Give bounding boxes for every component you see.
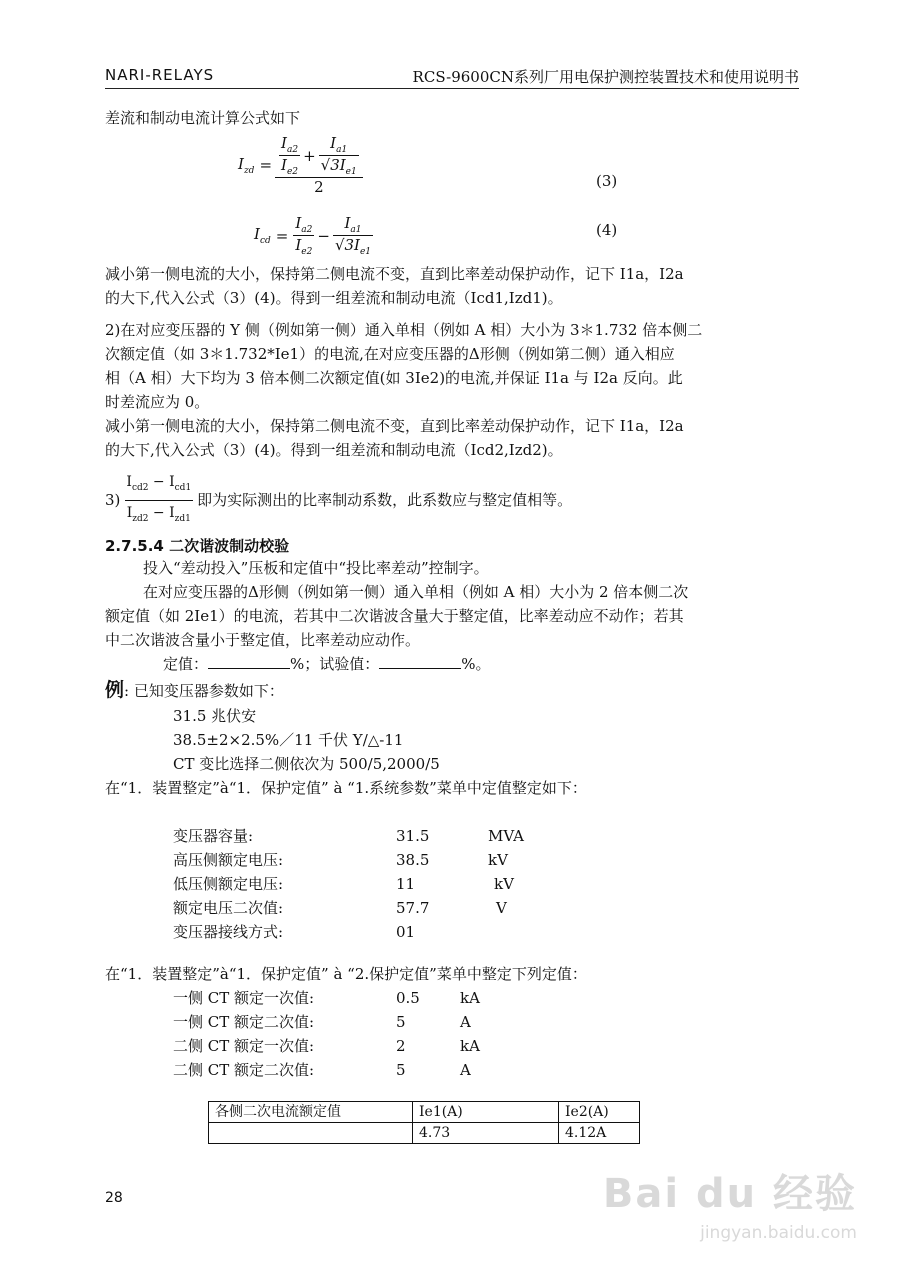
paragraph-line: 中二次谐波含量小于整定值，比率差动应动作。 xyxy=(105,631,421,649)
equation-number-4: (4) xyxy=(596,221,618,239)
param-unit: MVA xyxy=(488,827,525,845)
param-value: 57.7 xyxy=(396,899,430,917)
equation-number-3: (3) xyxy=(596,172,618,190)
ratio-fraction: $\frac{I_{cd2} - I_{cd1}}{I_{zd2} - I_{zd1}}$ xyxy=(124,470,193,531)
setting-blank xyxy=(208,654,290,669)
param-name: 变压器接线方式: xyxy=(173,923,284,941)
param-name: 二侧 CT 额定二次值: xyxy=(173,1061,315,1079)
param-unit: kA xyxy=(460,1037,480,1055)
param-value: 01 xyxy=(396,923,416,941)
param-value: 0.5 xyxy=(396,989,420,1007)
param-name: 高压侧额定电压: xyxy=(173,851,284,869)
paragraph-line: 相（A 相）大下均为 3 倍本侧二次额定值(如 3Ie2)的电流,并保证 I1a 与 I2a 反向。此 xyxy=(105,369,683,387)
table-header-cell: 各侧二次电流额定值 xyxy=(209,1102,413,1123)
param-unit: kA xyxy=(460,989,480,1007)
paragraph-line: 减小第一侧电流的大小，保持第二侧电流不变，直到比率差动保护动作，记下 I1a，I2a xyxy=(105,265,684,283)
param-value: 31.5 xyxy=(396,827,430,845)
paragraph-line: 时差流应为 0。 xyxy=(105,393,210,411)
param-name: 二侧 CT 额定一次值: xyxy=(173,1037,315,1055)
transformer-param: 38.5±2×2.5%／11 千伏 Y/△-11 xyxy=(173,731,404,749)
test-value-blank xyxy=(379,654,461,669)
param-unit: kV xyxy=(494,875,514,893)
paragraph-line: 减小第一侧电流的大小，保持第二侧电流不变，直到比率差动保护动作，记下 I1a，I2a xyxy=(105,417,684,435)
param-value: 5 xyxy=(396,1061,406,1079)
ratio-coefficient-line xyxy=(105,470,572,531)
baidu-watermark xyxy=(603,1162,857,1243)
param-name: 一侧 CT 额定二次值: xyxy=(173,1013,315,1031)
menu-path-system: 在“1．装置整定”à“1．保护定值” à “1.系统参数”菜单中定值整定如下： xyxy=(105,779,587,797)
formula-intro: 差流和制动电流计算公式如下 xyxy=(105,109,301,127)
example-intro: 例: 已知变压器参数如下： xyxy=(105,679,284,701)
formula-4-lhs: $I_{cd}$ xyxy=(254,225,271,246)
watermark-logo-text: Bai du 经验 xyxy=(602,1171,857,1217)
param-value: 38.5 xyxy=(396,851,430,869)
transformer-param: CT 变比选择二侧依次为 500/5,2000/5 xyxy=(173,755,440,773)
table-cell xyxy=(209,1123,413,1144)
param-unit: V xyxy=(496,899,507,917)
formula-4: $I_{cd}$ = $\frac{I_{a2}}{I_{e2}}$ − $\frac{I_{a1}}{√3I_{e1}}$ xyxy=(254,214,372,257)
table-row xyxy=(209,1102,640,1123)
paragraph-line: 2)在对应变压器的 Y 侧（例如第一侧）通入单相（例如 A 相）大小为 3＊1.732 倍本侧二 xyxy=(105,321,703,339)
table-header-cell: Ie2(A) xyxy=(559,1102,640,1123)
item-prefix: 3) xyxy=(105,491,121,510)
table-cell: 4.12A xyxy=(559,1123,640,1144)
paragraph-line: 的大下,代入公式（3）(4)。得到一组差流和制动电流（Icd1,Izd1)。 xyxy=(105,289,563,307)
paragraph-line: 次额定值（如 3＊1.732*Ie1）的电流,在对应变压器的Δ形侧（例如第二侧）通入相应 xyxy=(105,345,675,363)
param-value: 11 xyxy=(396,875,416,893)
document-title: RCS-9600CN系列厂用电保护测控装置技术和使用说明书 xyxy=(412,68,799,86)
brand-name: NARI-RELAYS xyxy=(105,66,215,84)
section-heading: 2.7.5.4 二次谐波制动校验 xyxy=(105,537,290,555)
header-rule xyxy=(105,88,799,89)
param-value: 2 xyxy=(396,1037,406,1055)
table-row xyxy=(209,1123,640,1144)
menu-path-protection: 在“1．装置整定”à“1．保护定值” à “2.保护定值”菜单中整定下列定值： xyxy=(105,965,587,983)
param-name: 额定电压二次值: xyxy=(173,899,284,917)
paragraph-line: 的大下,代入公式（3）(4)。得到一组差流和制动电流（Icd2,Izd2)。 xyxy=(105,441,563,459)
watermark-url: jingyan.baidu.com xyxy=(700,1223,857,1243)
param-unit: A xyxy=(460,1013,471,1031)
paragraph-line: 投入“差动投入”压板和定值中“投比率差动”控制字。 xyxy=(143,559,489,577)
secondary-current-ratings-table xyxy=(208,1101,640,1144)
page-number: 28 xyxy=(105,1190,123,1206)
table-header-cell: Ie1(A) xyxy=(413,1102,559,1123)
transformer-param: 31.5 兆伏安 xyxy=(173,707,257,725)
formula-3: $I_{zd}$ = $\frac{I_{a2}}{I_{e2}}$ + $\frac{I_{a1}}{√3I_{e1}}$ 2 xyxy=(238,134,361,196)
setting-line: 定值： %；试验值： %。 xyxy=(163,655,491,673)
param-unit: A xyxy=(460,1061,471,1079)
formula-3-lhs: $I_{zd}$ xyxy=(238,154,255,176)
paragraph-line: 额定值（如 2Ie1）的电流，若其中二次谐波含量大于整定值，比率差动应不动作；若其 xyxy=(105,607,684,625)
param-name: 一侧 CT 额定一次值: xyxy=(173,989,315,1007)
table-cell: 4.73 xyxy=(413,1123,559,1144)
param-name: 变压器容量: xyxy=(173,827,254,845)
paragraph-line: 在对应变压器的Δ形侧（例如第一侧）通入单相（例如 A 相）大小为 2 倍本侧二次 xyxy=(143,583,689,601)
example-label: 例 xyxy=(105,679,125,701)
param-name: 低压侧额定电压: xyxy=(173,875,284,893)
formula-3-main-fraction: $\frac{I_{a2}}{I_{e2}}$ + $\frac{I_{a1}}{√3I_{e1}}$ 2 xyxy=(277,134,361,196)
ratio-description: 即为实际测出的比率制动系数，此系数应与整定值相等。 xyxy=(197,491,573,510)
param-unit: kV xyxy=(488,851,508,869)
param-value: 5 xyxy=(396,1013,406,1031)
